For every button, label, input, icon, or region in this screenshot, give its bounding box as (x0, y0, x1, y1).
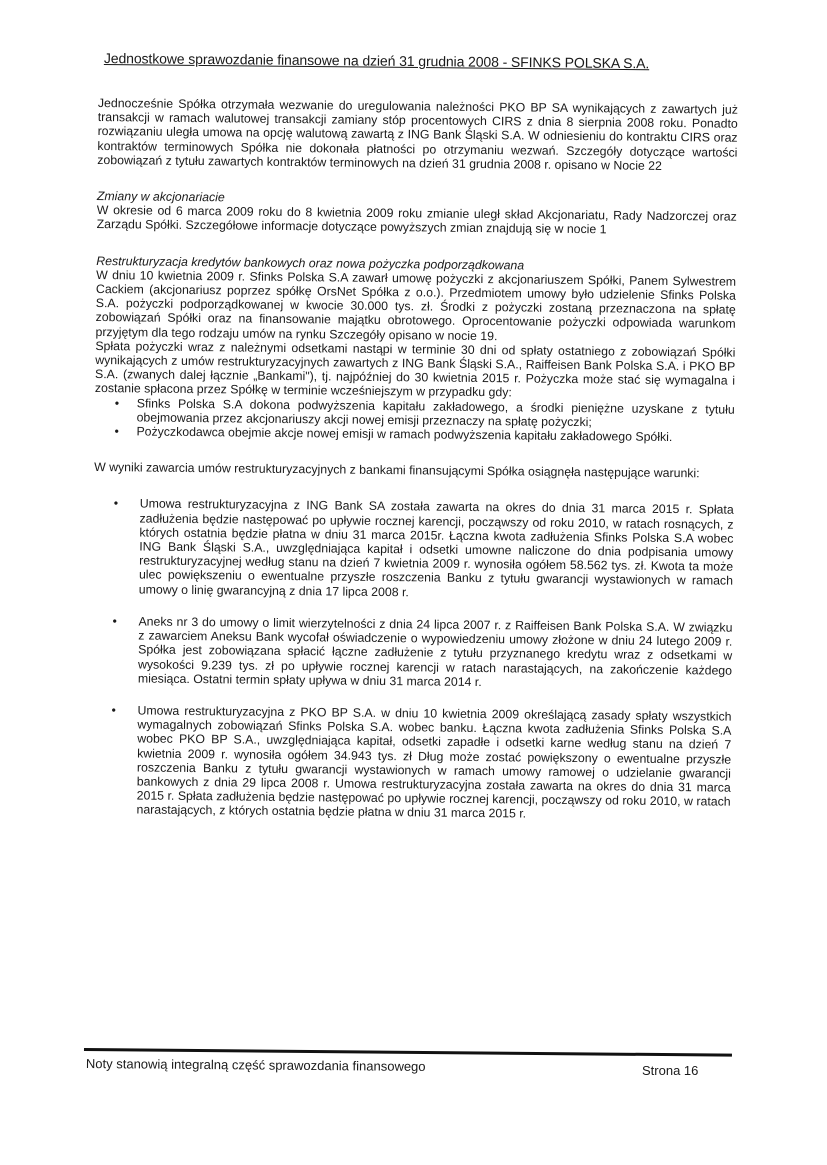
bullet-icon: • (113, 496, 119, 511)
page-header: Jednostkowe sprawozdanie finansowe na dzień 31 grudnia 2008 - SFINKS POLSKA S.A. (103, 50, 650, 72)
footer-note: Noty stanowią integralną część sprawozdania finansowego (85, 1056, 426, 1074)
list-item-text: Umowa restrukturyzacyjna z ING Bank SA została zawarta na okres do dnia 31 marca 2015 r. Spłata zadłużenia będzie następować po upływie rocznej karencji, począwszy od roku 2010, w ratach rosnących, z których ostatnia będzie płatna w dniu 31 marca 2015r. Łączna kwota zadłużenia Sfinks Polska S.A wobec ING Bank Śląski S.A., uwzględniająca kapitał i odsetki umowne naliczone do dnia podpisania umowy restrukturyzacyjnej według stanu na dzień 7 kwietnia 2009 r. wynosiła ogółem 58.562 tys. zł. Kwota ta może ulec powiększeniu o ewentualne przyszłe roszczenia Banku z tytułu gwarancji wystawionych w ramach umowy o linię gwarancyjną z dnia 17 lipca 2008 r. (138, 496, 734, 599)
bullet-icon: • (114, 424, 119, 439)
heading-loan-restructuring: Restrukturyzacja kredytów bankowych oraz nowa pożyczka podporządkowana (96, 253, 525, 273)
bank-agreements-list (90, 496, 733, 823)
bullet-icon: • (114, 395, 120, 410)
list-item (93, 496, 734, 602)
page-number: Strona 16 (642, 1063, 699, 1078)
paragraph-restructuring-results: W wyniki zawarcia umów restrukturyzacyjnych z bankami finansującymi Spółka osiągnęła następujące warunki: (94, 460, 700, 481)
paragraph-subordinated-loan: W dniu 10 kwietnia 2009 r. Sfinks Polska S.A zawarł umowę pożyczki z akcjonariuszem Spółki, Panem Sylwestrem Cackiem (akcjonariusz poprzez spółkę OrsNet Spółka z o.o.). Przedmiotem umowy było udzielenie Sfinks Polska S.A. pożyczki podporządkowanej w kwocie 30.000 tys. zł. Środki z pożyczki zostaną przeznaczona na spłatę zobowiązań Spółki oraz na finansowanie majątku obrotowego. Oprocentowanie pożyczki odpowiada warunkom przyjętym dla tego rodzaju umów na rynku Szczegóły opisano w nocie 19. (95, 267, 737, 343)
list-item (90, 703, 731, 823)
footer-divider (84, 1048, 732, 1057)
paragraph-loan-repayment: Spłata pożyczki wraz z należnymi odsetkami nastąpi w terminie 30 dni od spłaty ostatniego z zobowiązań Spółki wynikających z umów restrukturyzacyjnych zawartych z ING Bank Śląski S.A., Raiffeisen Bank Polska S.A. i PKO BP S.A. (zwanych dalej łącznie „Bankami"), tj. najpóźniej do 30 kwietnia 2015 r. Pożyczka może stać się wymagalna i zostanie spłacona przez Spółkę w terminie wcześniejszym w przypadku gdy: (94, 338, 736, 400)
bullet-icon: • (112, 614, 117, 629)
list-item (92, 614, 733, 692)
loan-conditions-list (94, 396, 734, 445)
page-content (90, 96, 738, 823)
list-item-text: Pożyczkodawca obejmie akcje nowej emisji w ramach podwyższenia kapitału zakładowego Spółki. (136, 424, 673, 445)
list-item-text: Umowa restrukturyzacyjna z PKO BP S.A. w dniu 10 kwietnia 2009 określającą zasady spłaty wszystkich wymagalnych zobowiązań Sfinks Polska S.A. wobec banku. Łączna kwota zadłużenia Sfinks Polska S.A wobec PKO BP S.A., uwzględniająca kapitał, odsetki zapadłe i odsetki karne według stanu na dzień 7 kwietnia 2009 r. wynosiła ogółem 34.943 tys. zł Dług może zostać powiększony o ewentualne przyszłe roszczenia Banku z tytułu gwarancji wystawionych w ramach umowy ramowej o udzielanie gwarancji bankowych z dnia 29 lipca 2008 r. Umowa restrukturyzacyjna została zawarta na okres do dnia 31 marca 2015 r. Spłata zadłużenia będzie następować po upływie rocznej karencji, począwszy od roku 2010, w ratach narastających, z których ostatnia będzie płatna w dniu 31 marca 2015 r. (136, 703, 732, 821)
list-item-text: Aneks nr 3 do umowy o limit wierzytelności z dnia 24 lipca 2007 r. z Raiffeisen Bank Polska S.A. W związku z zawarciem Aneksu Bank wycofał oświadczenie o wypowiedzeniu umowy złożone w dniu 24 lutego 2009 r. Spółka jest zobowiązana spłacić łączne zadłużenie z tytułu przyznanego kredytu wraz z odsetkami w wysokości 9.239 tys. zł po upływie rocznej karencji w ratach narastających, na zakończenie każdego miesiąca. Ostatni termin spłaty upływa w dniu 31 marca 2014 r. (137, 614, 733, 689)
paragraph-cirs: Jednocześnie Spółka otrzymała wezwanie do uregulowania należności PKO BP SA wynikających z zawartych już transakcji w ramach walutowej transakcji zamiany stóp procentowych CIRS z dnia 8 sierpnia 2008 roku. Ponadto rozwiązaniu uległa umowa na opcję walutową zawartą z ING Bank Śląski S.A. W odniesieniu do kontraktu CIRS oraz kontraktów terminowych Spółka nie dokonała płatności po otrzymaniu wezwań. Szczegóły dotyczące wartości zobowiązań z tytułu zawartych kontraktów terminowych na dzień 31 grudnia 2008 r. opisano w Nocie 22 (97, 96, 738, 173)
list-item-text: Sfinks Polska S.A dokona podwyższenia kapitału zakładowego, a środki pieniężne uzyskane z tytułu obejmowania przez akcjonariuszy akcji nowej emisji przeznaczy na spłatę pożyczki; (136, 396, 735, 430)
paragraph-shareholder-changes: W okresie od 6 marca 2009 roku do 8 kwietnia 2009 roku zmianie uległ skład Akcjonariatu, Rady Nadzorczej oraz Zarządu Spółki. Szczegółowe informacje dotyczące powyższych zmian znajdują się w nocie 1 (96, 203, 737, 237)
heading-shareholder-changes: Zmiany w akcjonariacie (96, 189, 225, 205)
bullet-icon: • (111, 703, 116, 718)
